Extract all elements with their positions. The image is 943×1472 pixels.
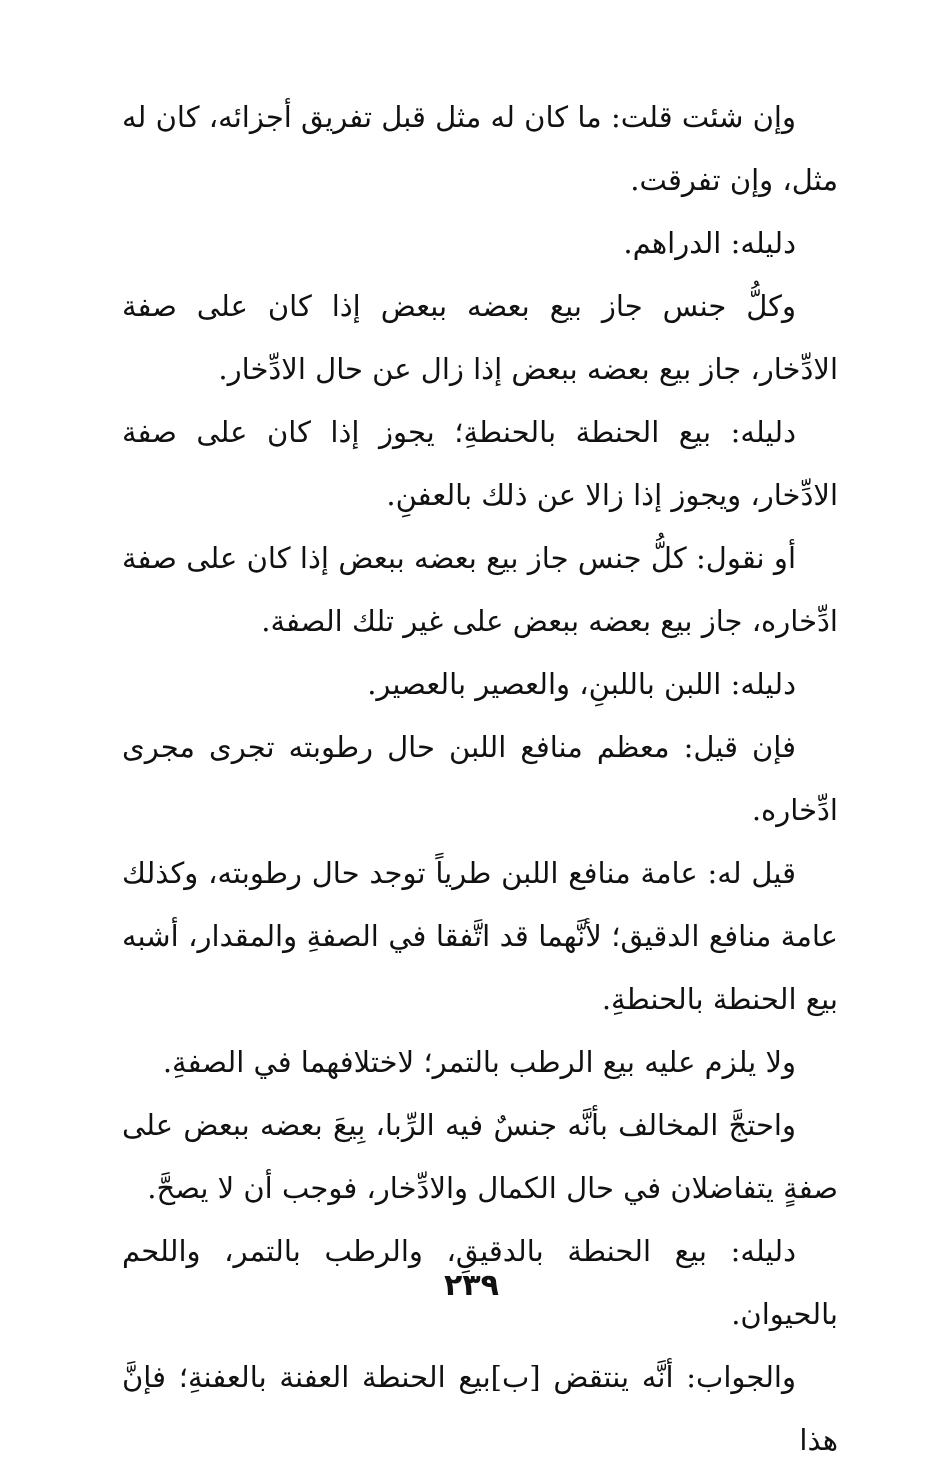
- paragraph-1: وإن شئت قلت: ما كان له مثل قبل تفريق أجزائه، كان له مثل، وإن تفرقت.: [122, 100, 838, 197]
- paragraph-2: دليله: الدراهم.: [623, 226, 796, 260]
- paragraph-11: دليله: بيع الحنطة بالدقيقِ، والرطب بالتمر، واللحم بالحيوان.: [122, 1234, 838, 1331]
- paragraph-9: ولا يلزم عليه بيع الرطب بالتمر؛ لاختلافهما في الصفةِ.: [162, 1045, 796, 1079]
- page-number: ٢٣٩: [444, 1268, 499, 1303]
- paragraph-12: والجواب: أنَّه ينتقض [ب]بيع الحنطة العفنة بالعفنةِ؛ فإنَّ هذا: [122, 1360, 838, 1457]
- paragraph-6: دليله: اللبن باللبنِ، والعصير بالعصير.: [367, 667, 796, 701]
- paragraph-7: فإن قيل: معظم منافع اللبن حال رطوبته تجرى مجرى ادِّخاره.: [122, 730, 838, 827]
- page-body: [122, 86, 838, 1472]
- paragraph-4: دليله: بيع الحنطة بالحنطةِ؛ يجوز إذا كان على صفة الادِّخار، ويجوز إذا زالا عن ذلك بالعفنِ.: [122, 415, 838, 512]
- paragraph-8: قيل له: عامة منافع اللبن طرياً توجد حال رطوبته، وكذلك عامة منافع الدقيق؛ لأنَّهما قد اتَّفقا في الصفةِ والمقدار، أشبه بيع الحنطة بالحنطةِ.: [122, 856, 838, 1016]
- paragraph-10: واحتجَّ المخالف بأنَّه جنسٌ فيه الرِّبا، بِيعَ بعضه ببعض على صفةٍ يتفاضلان في حال الكمال والادِّخار، فوجب أن لا يصحَّ.: [122, 1108, 838, 1205]
- paragraph-3: وكلُّ جنس جاز بيع بعضه ببعض إذا كان على صفة الادِّخار، جاز بيع بعضه ببعض إذا زال عن حال الادِّخار.: [122, 289, 838, 386]
- paragraph-5: أو نقول: كلُّ جنس جاز بيع بعضه ببعض إذا كان على صفة ادِّخاره، جاز بيع بعضه ببعض على غير تلك الصفة.: [122, 541, 838, 638]
